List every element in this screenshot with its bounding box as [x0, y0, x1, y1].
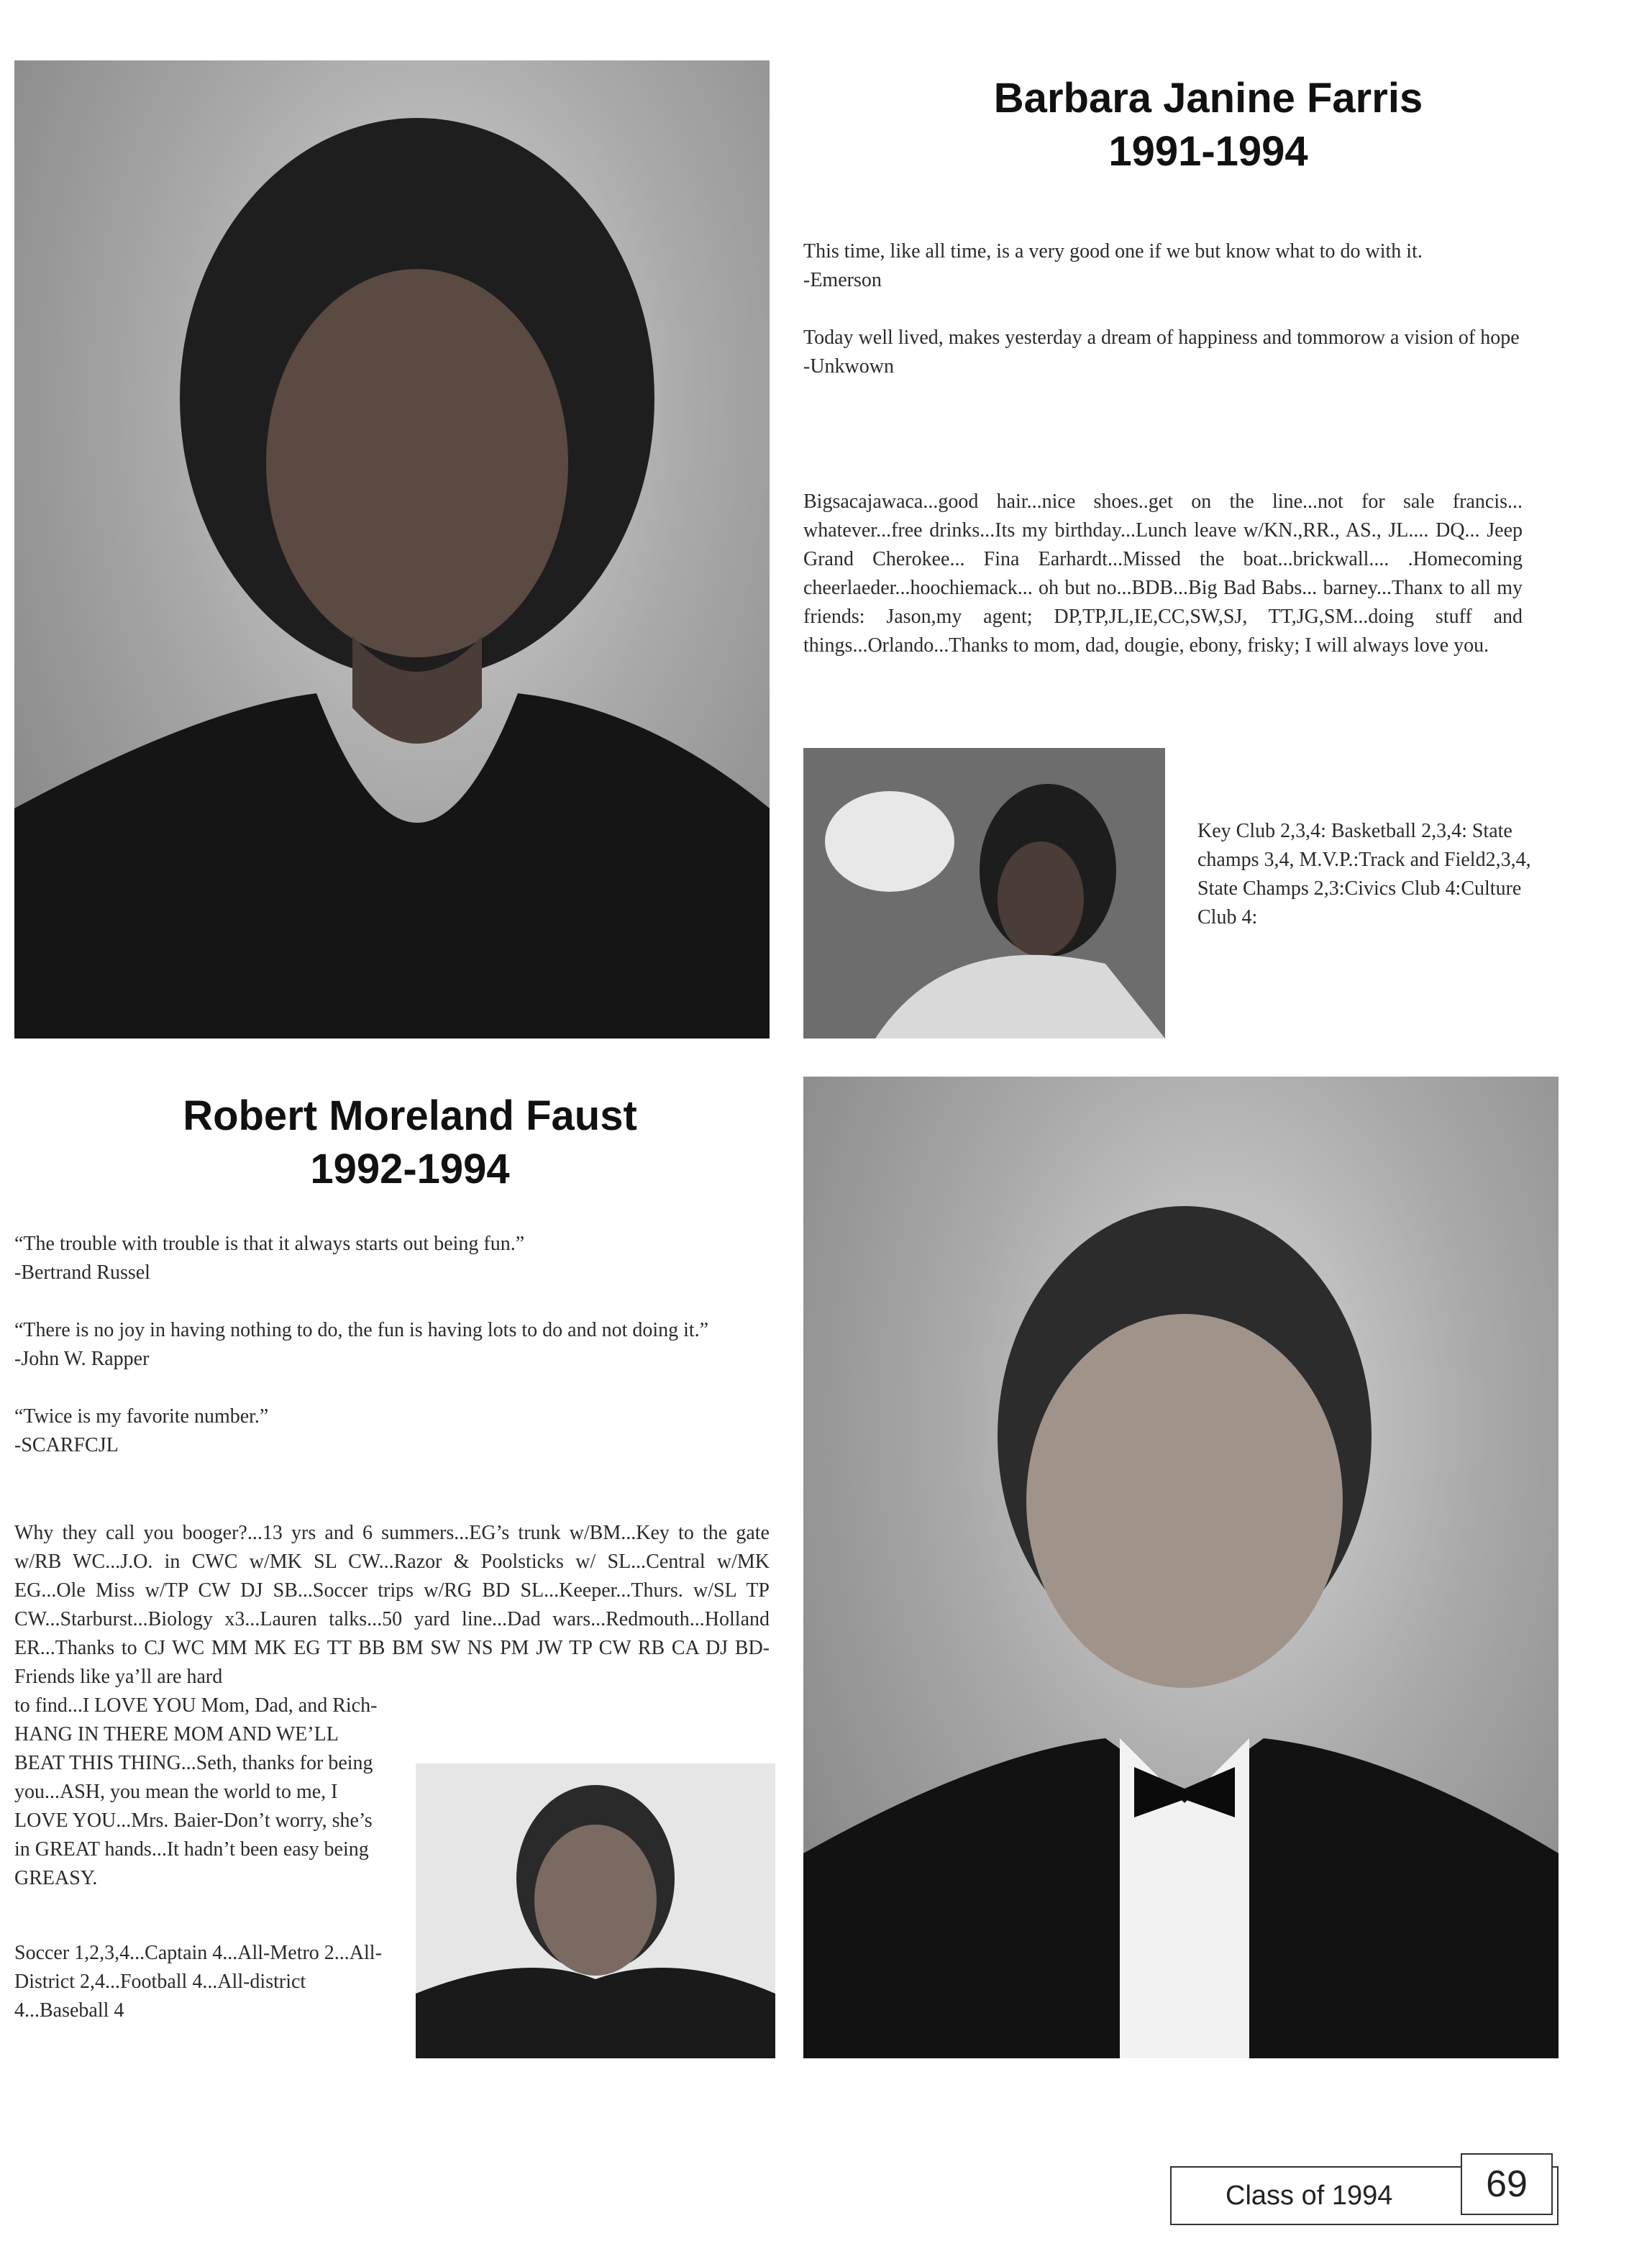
footer-class-label-box: [1170, 2163, 1559, 2225]
quotes-barbara: [803, 237, 1559, 381]
portrait-robert-faust: [803, 1077, 1559, 2058]
quote-author: -Unkwown: [803, 355, 894, 378]
quote-author: -SCARFCJL: [14, 1434, 119, 1456]
student-years-robert: 1992-1994: [310, 1146, 510, 1192]
quote-author: -John W. Rapper: [14, 1348, 150, 1370]
quote-text: “There is no joy in having nothing to do, the fun is having lots to do and not doing it.”: [14, 1319, 709, 1341]
footer-label: Class of 1994: [1226, 2181, 1393, 2211]
portrait-barbara-farris: [14, 60, 770, 1039]
message-barbara: Bigsacajawaca...good hair...nice shoes..get on the line...not for sale francis... whatever...free drinks...Its my birthday...Lunch leave w/KN.,RR., AS., JL.... DQ... Jeep Grand Cherokee... Fina Earhardt...Missed the boat...brickwall.... .Homecoming cheerlaeder...hoochiemack... oh but no...BDB...Big Bad Babs... barney...Thanx to all my friends: Jason,my agent; DP,TP,JL,IE,CC,SW,SJ, TT,JG,SM...doing stuff and things...Orlando...Thanks to mom, dad, dougie, ebony, frisky; I will always love you.: [803, 490, 1523, 657]
activities-barbara: Key Club 2,3,4: Basketball 2,3,4: State champs 3,4, M.V.P.:Track and Field2,3,4, State Champs 2,3:Civics Club 4:Culture Club 4:: [1197, 820, 1531, 928]
quote-text: “Twice is my favorite number.”: [14, 1405, 269, 1428]
message-robert-narrow: to find...I LOVE YOU Mom, Dad, and Rich-HANG IN THERE MOM AND WE’LL BEAT THIS THING...Seth, thanks for being you...ASH, you mean the world to me, I LOVE YOU...Mrs. Baier-Don’t worry, she’s in GREAT hands...It hadn’t been easy being GREASY.: [14, 1694, 378, 1889]
quote-author: -Emerson: [803, 269, 882, 291]
student-years-barbara: 1991-1994: [1108, 128, 1308, 175]
quote-author: -Bertrand Russel: [14, 1261, 150, 1284]
quotes-robert: [14, 1230, 777, 1460]
candid-photo-basketball: [803, 748, 1165, 1039]
student-name-barbara: Barbara Janine Farris 1991-1994: [813, 72, 1604, 178]
activities-robert: Soccer 1,2,3,4...Captain 4...All-Metro 2...All-District 2,4...Football 4...All-district 4...Baseball 4: [14, 1942, 382, 2022]
student-name-robert: Robert Moreland Faust 1992-1994: [22, 1090, 798, 1196]
quote-text: Today well lived, makes yesterday a dream of happiness and tommorow a vision of hope: [803, 327, 1520, 349]
quote-text: This time, like all time, is a very good one if we but know what to do with it.: [803, 240, 1423, 263]
page-number: 69: [1461, 2153, 1553, 2215]
quote-text: “The trouble with trouble is that it always starts out being fun.”: [14, 1233, 525, 1255]
candid-photo-football: [416, 1763, 775, 2058]
message-robert-wide: Why they call you booger?...13 yrs and 6 summers...EG’s trunk w/BM...Key to the gate w/RB WC...J.O. in CWC w/MK SL CW...Razor & Poolsticks w/ SL...Central w/MK EG...Ole Miss w/TP CW DJ SB...Soccer trips w/RG BD SL...Keeper...Thurs. w/SL TP CW...Starburst...Biology x3...Lauren talks...50 yard line...Dad wars...Redmouth...Holland ER...Thanks to CJ WC MM MK EG TT BB BM SW NS PM JW TP CW RB CA DJ BD-Friends like ya’ll are hard: [14, 1522, 770, 1688]
